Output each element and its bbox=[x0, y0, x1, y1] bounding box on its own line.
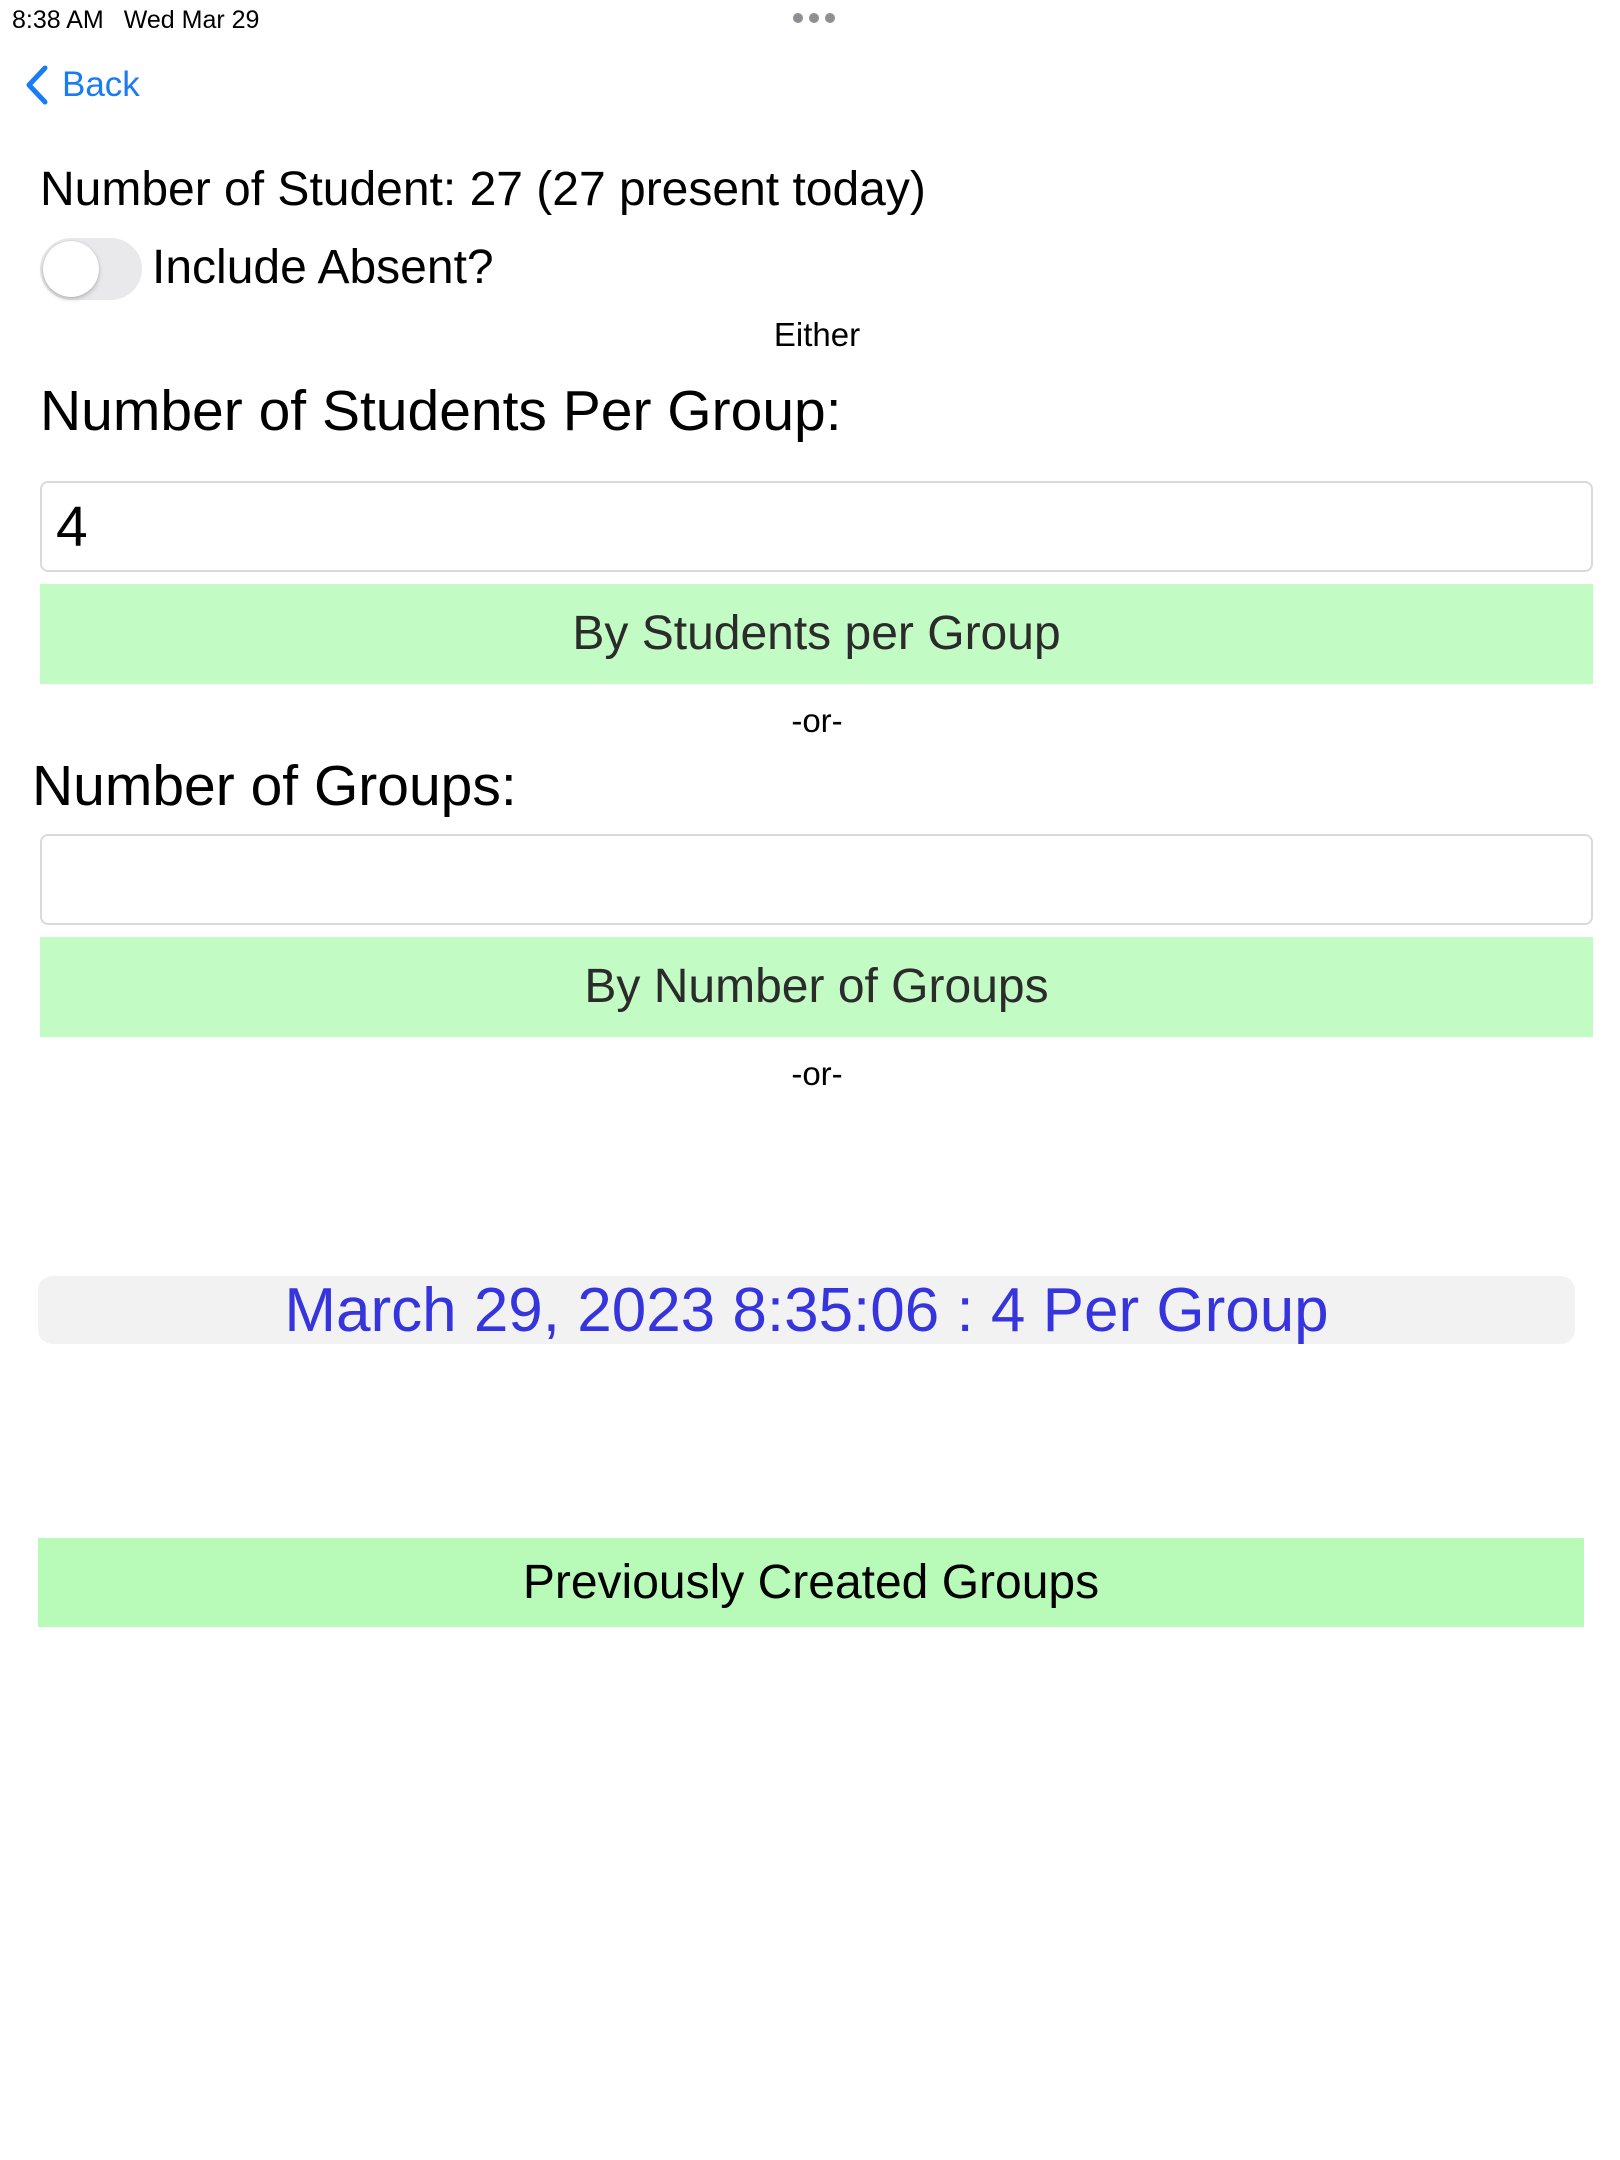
status-date: Wed Mar 29 bbox=[123, 6, 260, 34]
students-per-group-heading: Number of Students Per Group: bbox=[40, 379, 842, 443]
multitasking-dots-icon[interactable] bbox=[793, 8, 839, 28]
toggle-knob bbox=[43, 241, 99, 297]
history-item[interactable]: March 29, 2023 8:35:06 : 4 Per Group bbox=[38, 1276, 1575, 1344]
status-bar bbox=[12, 6, 259, 35]
back-label: Back bbox=[62, 65, 140, 104]
either-label: Either bbox=[773, 316, 861, 353]
by-students-per-group-button[interactable]: By Students per Group bbox=[40, 584, 1593, 684]
students-per-group-input[interactable]: 4 bbox=[40, 481, 1593, 572]
previously-created-groups-button[interactable]: Previously Created Groups bbox=[38, 1538, 1584, 1627]
chevron-left-icon bbox=[24, 64, 50, 106]
include-absent-label: Include Absent? bbox=[152, 241, 494, 294]
number-of-groups-heading: Number of Groups: bbox=[32, 754, 517, 818]
status-time: 8:38 AM bbox=[12, 6, 104, 34]
or-label: -or- bbox=[791, 702, 843, 739]
student-count-label: Number of Student: 27 (27 present today) bbox=[40, 163, 926, 216]
or-label: -or- bbox=[791, 1055, 843, 1092]
include-absent-toggle[interactable] bbox=[40, 238, 142, 300]
back-button[interactable] bbox=[24, 64, 140, 106]
by-number-of-groups-button[interactable]: By Number of Groups bbox=[40, 937, 1593, 1037]
number-of-groups-input[interactable] bbox=[40, 834, 1593, 925]
